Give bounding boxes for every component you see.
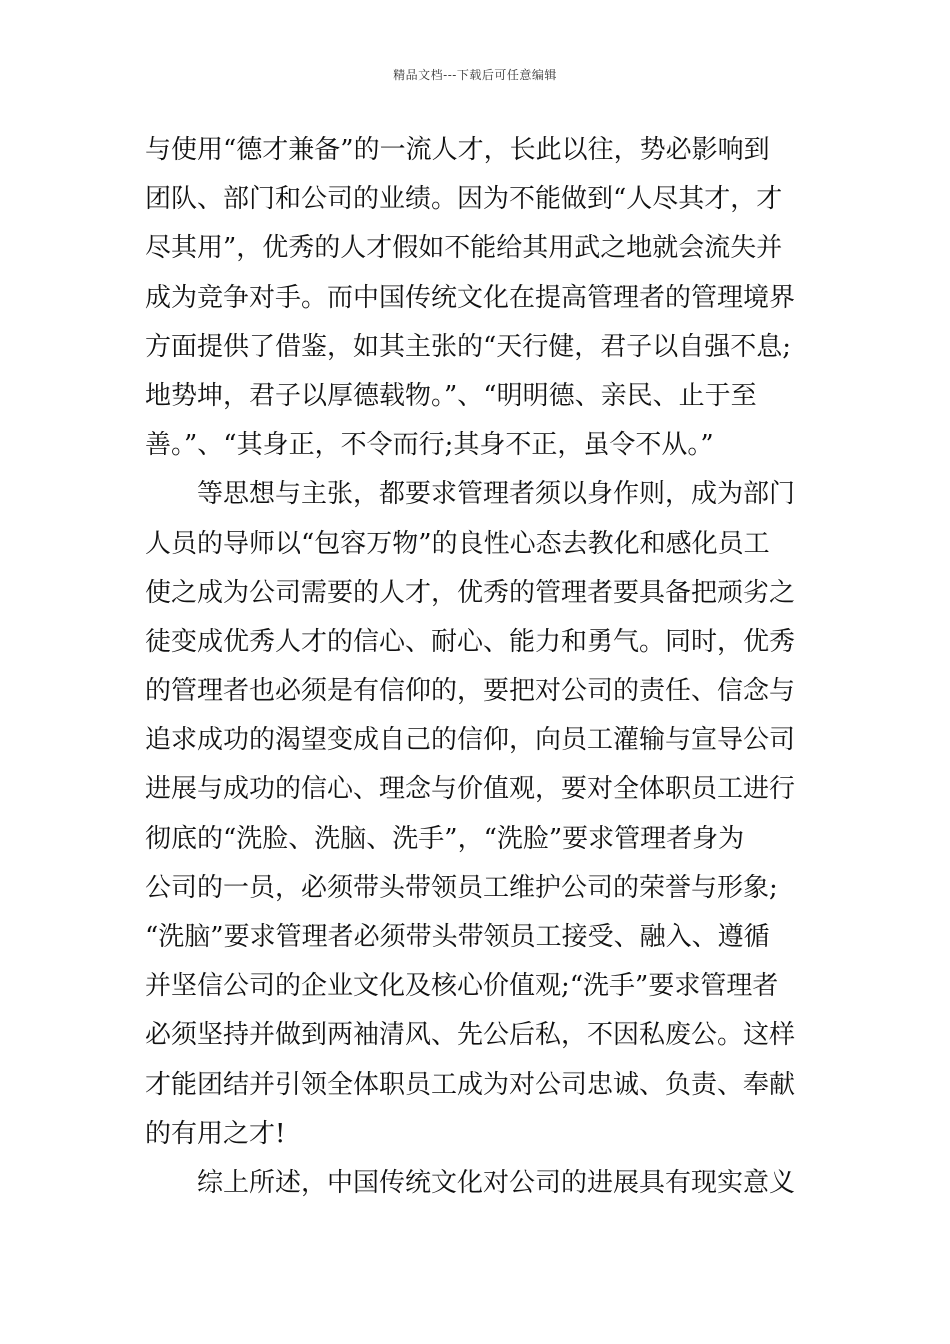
text-line: 彻底的“洗脸、洗脑、洗手”，“洗脸”要求管理者身为 [145, 823, 745, 854]
paragraph-first-line: 综上所述，中国传统文化对公司的进展具有现实意义 [197, 1167, 796, 1198]
text-line: 使之成为公司需要的人才，优秀的管理者要具备把顽劣之 [145, 577, 796, 608]
text-line: 尽其用”，优秀的人才假如不能给其用武之地就会流失并 [145, 233, 783, 264]
text-line: 公司的一员，必须带头带领员工维护公司的荣誉与形象; [145, 872, 778, 903]
text-line: 追求成功的渴望变成自己的信仰，向员工灌输与宣导公司 [145, 725, 796, 756]
text-line: 地势坤，君子以厚德载物。”、“明明德、亲民、止于至 [145, 380, 757, 411]
text-line: 成为竞争对手。而中国传统文化在提高管理者的管理境界 [145, 282, 796, 313]
text-line: “洗脑”要求管理者必须带头带领员工接受、融入、遵循 [145, 922, 770, 952]
text-line: 并坚信公司的企业文化及核心价值观;“洗手”要求管理者 [145, 971, 779, 1002]
text-line: 善。”、“其身正，不令而行;其身不正，虽令不从。” [145, 430, 714, 461]
text-line: 必须坚持并做到两袖清风、先公后私，不因私废公。这样 [145, 1020, 796, 1051]
text-line: 徒变成优秀人才的信心、耐心、能力和勇气。同时，优秀 [145, 626, 796, 657]
document-body [145, 126, 809, 1208]
text-line: 进展与成功的信心、理念与价值观，要对全体职员工进行 [145, 774, 796, 805]
text-line: 团队、部门和公司的业绩。因为不能做到“人尽其才，才 [145, 184, 783, 215]
text-line: 人员的导师以“包容万物”的良性心态去教化和感化员工 [145, 528, 770, 559]
text-line: 与使用“德才兼备”的一流人才，长此以往，势必影响到 [145, 135, 770, 165]
text-line: 的管理者也必须是有信仰的，要把对公司的责任、信念与 [145, 676, 796, 707]
page-header: 精品文档---下载后可任意编辑 [393, 68, 557, 82]
text-line: 的有用之才! [145, 1118, 286, 1149]
text-line: 才能团结并引领全体职员工成为对公司忠诚、负责、奉献 [145, 1069, 796, 1100]
text-line: 方面提供了借鉴，如其主张的“天行健，君子以自强不息; [145, 331, 792, 362]
paragraph-first-line: 等思想与主张，都要求管理者须以身作则，成为部门 [197, 479, 796, 510]
